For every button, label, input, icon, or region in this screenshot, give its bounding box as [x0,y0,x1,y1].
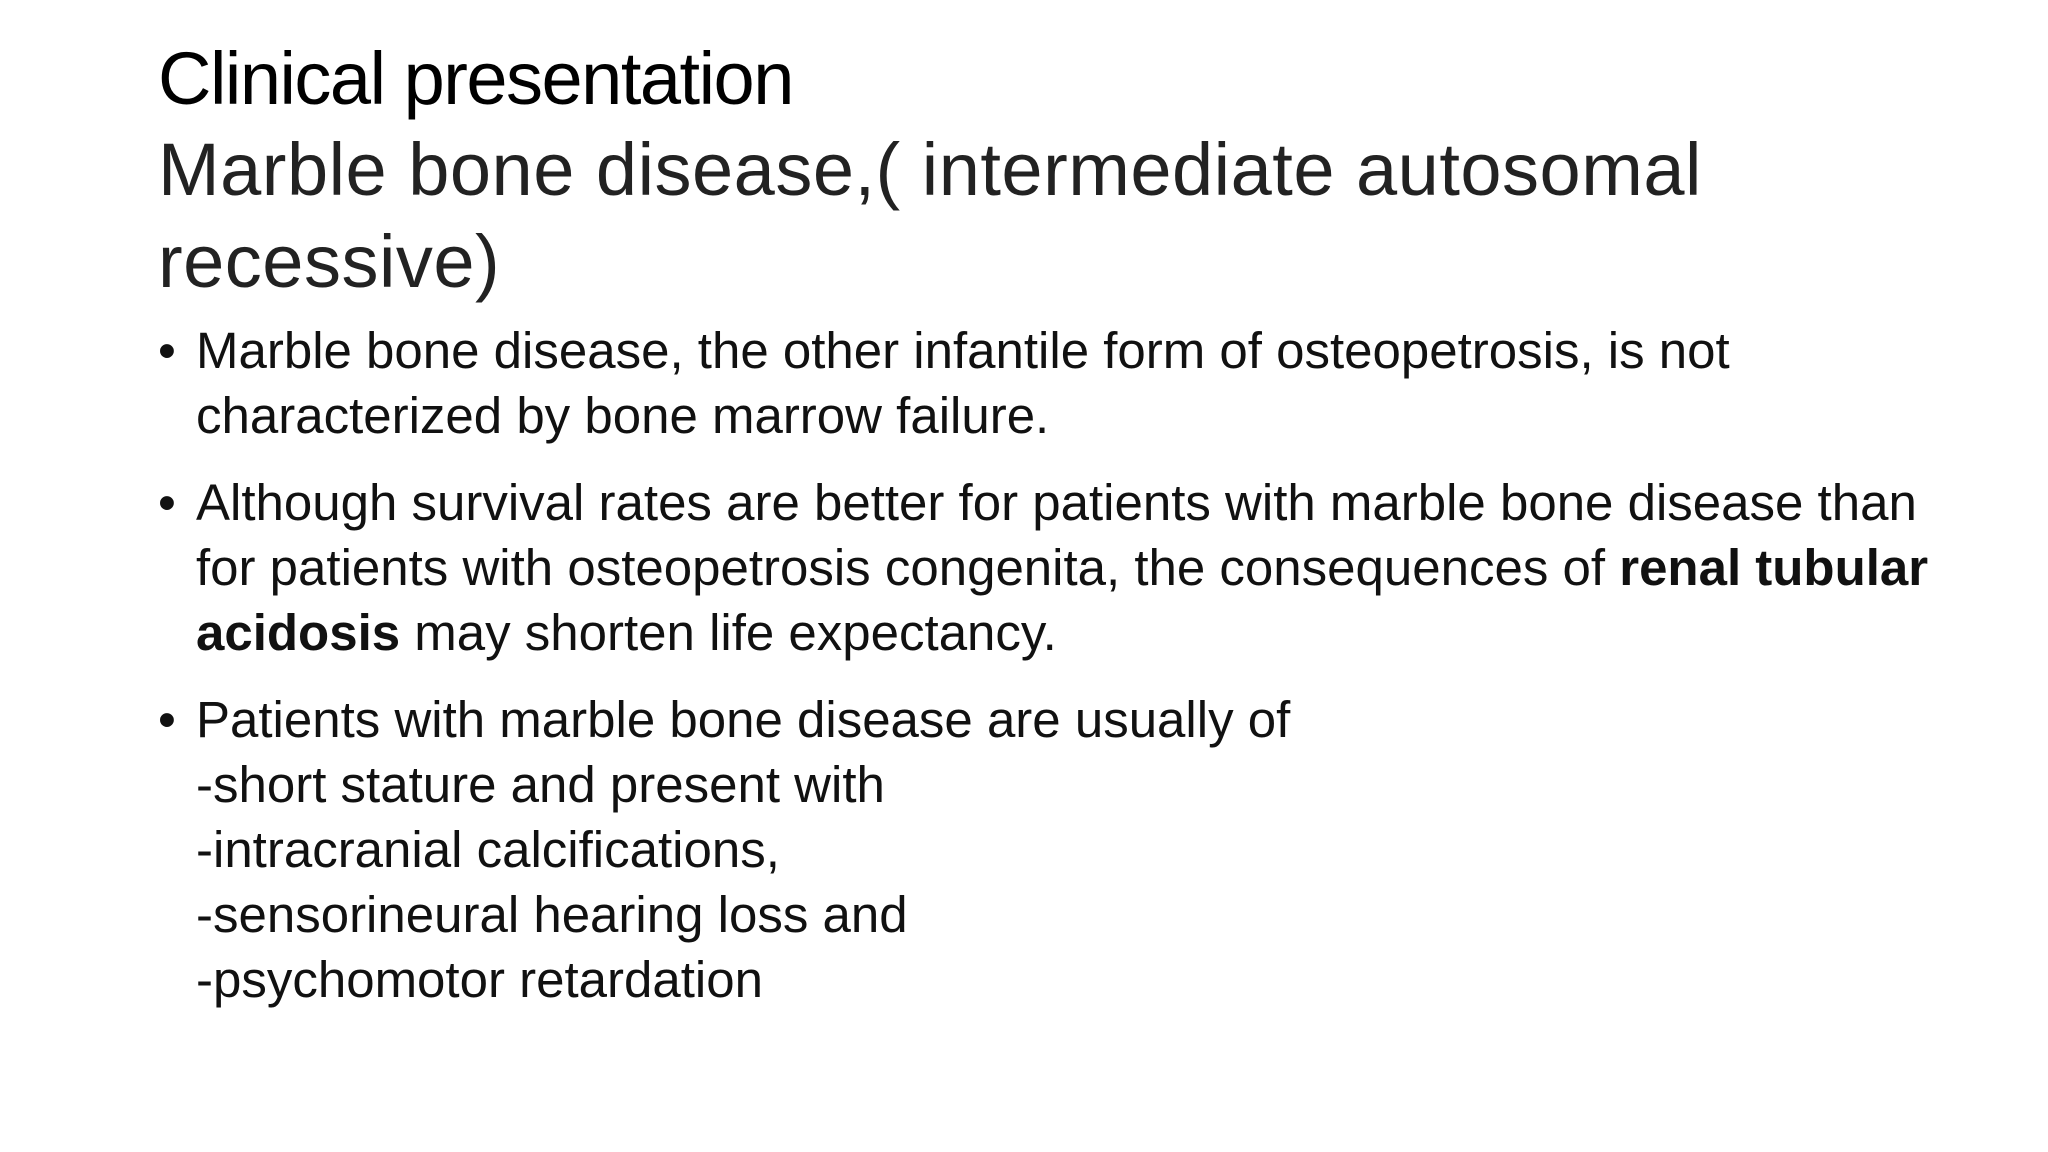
bullet-text-after: may shorten life expectancy. [400,604,1057,661]
title-block [158,34,1938,308]
bullet-item-1 [158,318,1938,448]
slide-title: Clinical presentation [158,37,793,120]
sub-item: -sensorineural hearing loss and [196,886,908,943]
slide-subtitle: Marble bone disease,( intermediate autosomal recessive) [158,128,1702,303]
bullet-item-2 [158,470,1938,665]
bullet-marker: • [158,322,176,379]
bold-term: renal tubular acidosis [196,539,1929,661]
bullet-marker: • [158,691,176,748]
bullet-lead-text: Patients with marble bone disease are usually of [196,691,1291,748]
bullet-list [158,318,1938,1034]
sub-item: -intracranial calcifications, [196,821,780,878]
bullet-text-before: Although survival rates are better for patients with marble bone disease than for patients with osteopetrosis congenita, the consequences of [196,474,1917,596]
sub-item: -psychomotor retardation [196,951,763,1008]
bullet-marker: • [158,474,176,531]
bullet-text [196,687,1938,1012]
sub-item: -short stature and present with [196,756,885,813]
bullet-item-3 [158,687,1938,1012]
bullet-text: Marble bone disease, the other infantile form of osteopetrosis, is not characterized by bone marrow failure. [196,322,1730,444]
bullet-text [196,470,1938,665]
